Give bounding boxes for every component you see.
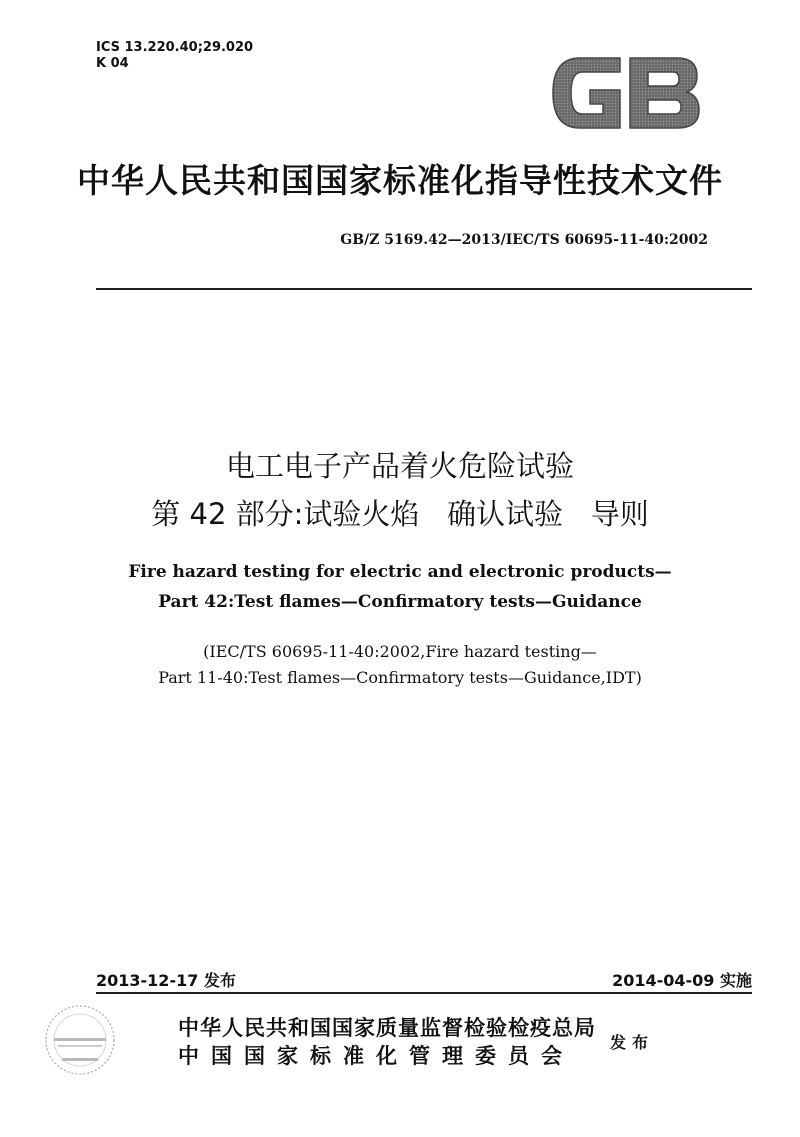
en-title-line2: Part 42:Test flames—Confirmatory tests—Guidance [158,592,642,612]
standard-number: GB/Z 5169.42—2013/IEC/TS 60695-11-40:2002 [340,232,708,248]
footer-divider [96,992,752,994]
publisher-sac: 中国国家标准化管理委员会 [178,1044,574,1068]
cn-title-line1: 电工电子产品着火危险试验 [225,449,574,483]
reference-line1: (IEC/TS 60695-11-40:2002,Fire hazard testing— [203,642,597,661]
en-title-line1: Fire hazard testing for electric and electronic products— [128,562,672,582]
seal-stamp-icon [40,1000,120,1080]
publish-label: 发布 [610,1033,655,1052]
header-divider [96,288,752,290]
document-type-title: 中华人民共和国国家标准化指导性技术文件 [77,161,723,200]
publisher-aqsiq: 中华人民共和国国家质量监督检验检疫总局 [178,1016,596,1040]
classification-codes [96,40,253,72]
cn-title-line2: 第 42 部分:试验火焰 确认试验 导则 [151,497,649,531]
implementation-date: 2014-04-09 实施 [612,971,752,990]
ics-code: ICS 13.220.40;29.020 [96,40,254,55]
gb-logo [545,48,705,138]
gb-logo-graphic [545,48,705,138]
k-code: K 04 [96,56,129,71]
issue-date: 2013-12-17 发布 [96,971,236,990]
reference-line2: Part 11-40:Test flames—Confirmatory tests—Guidance,IDT) [158,668,642,687]
